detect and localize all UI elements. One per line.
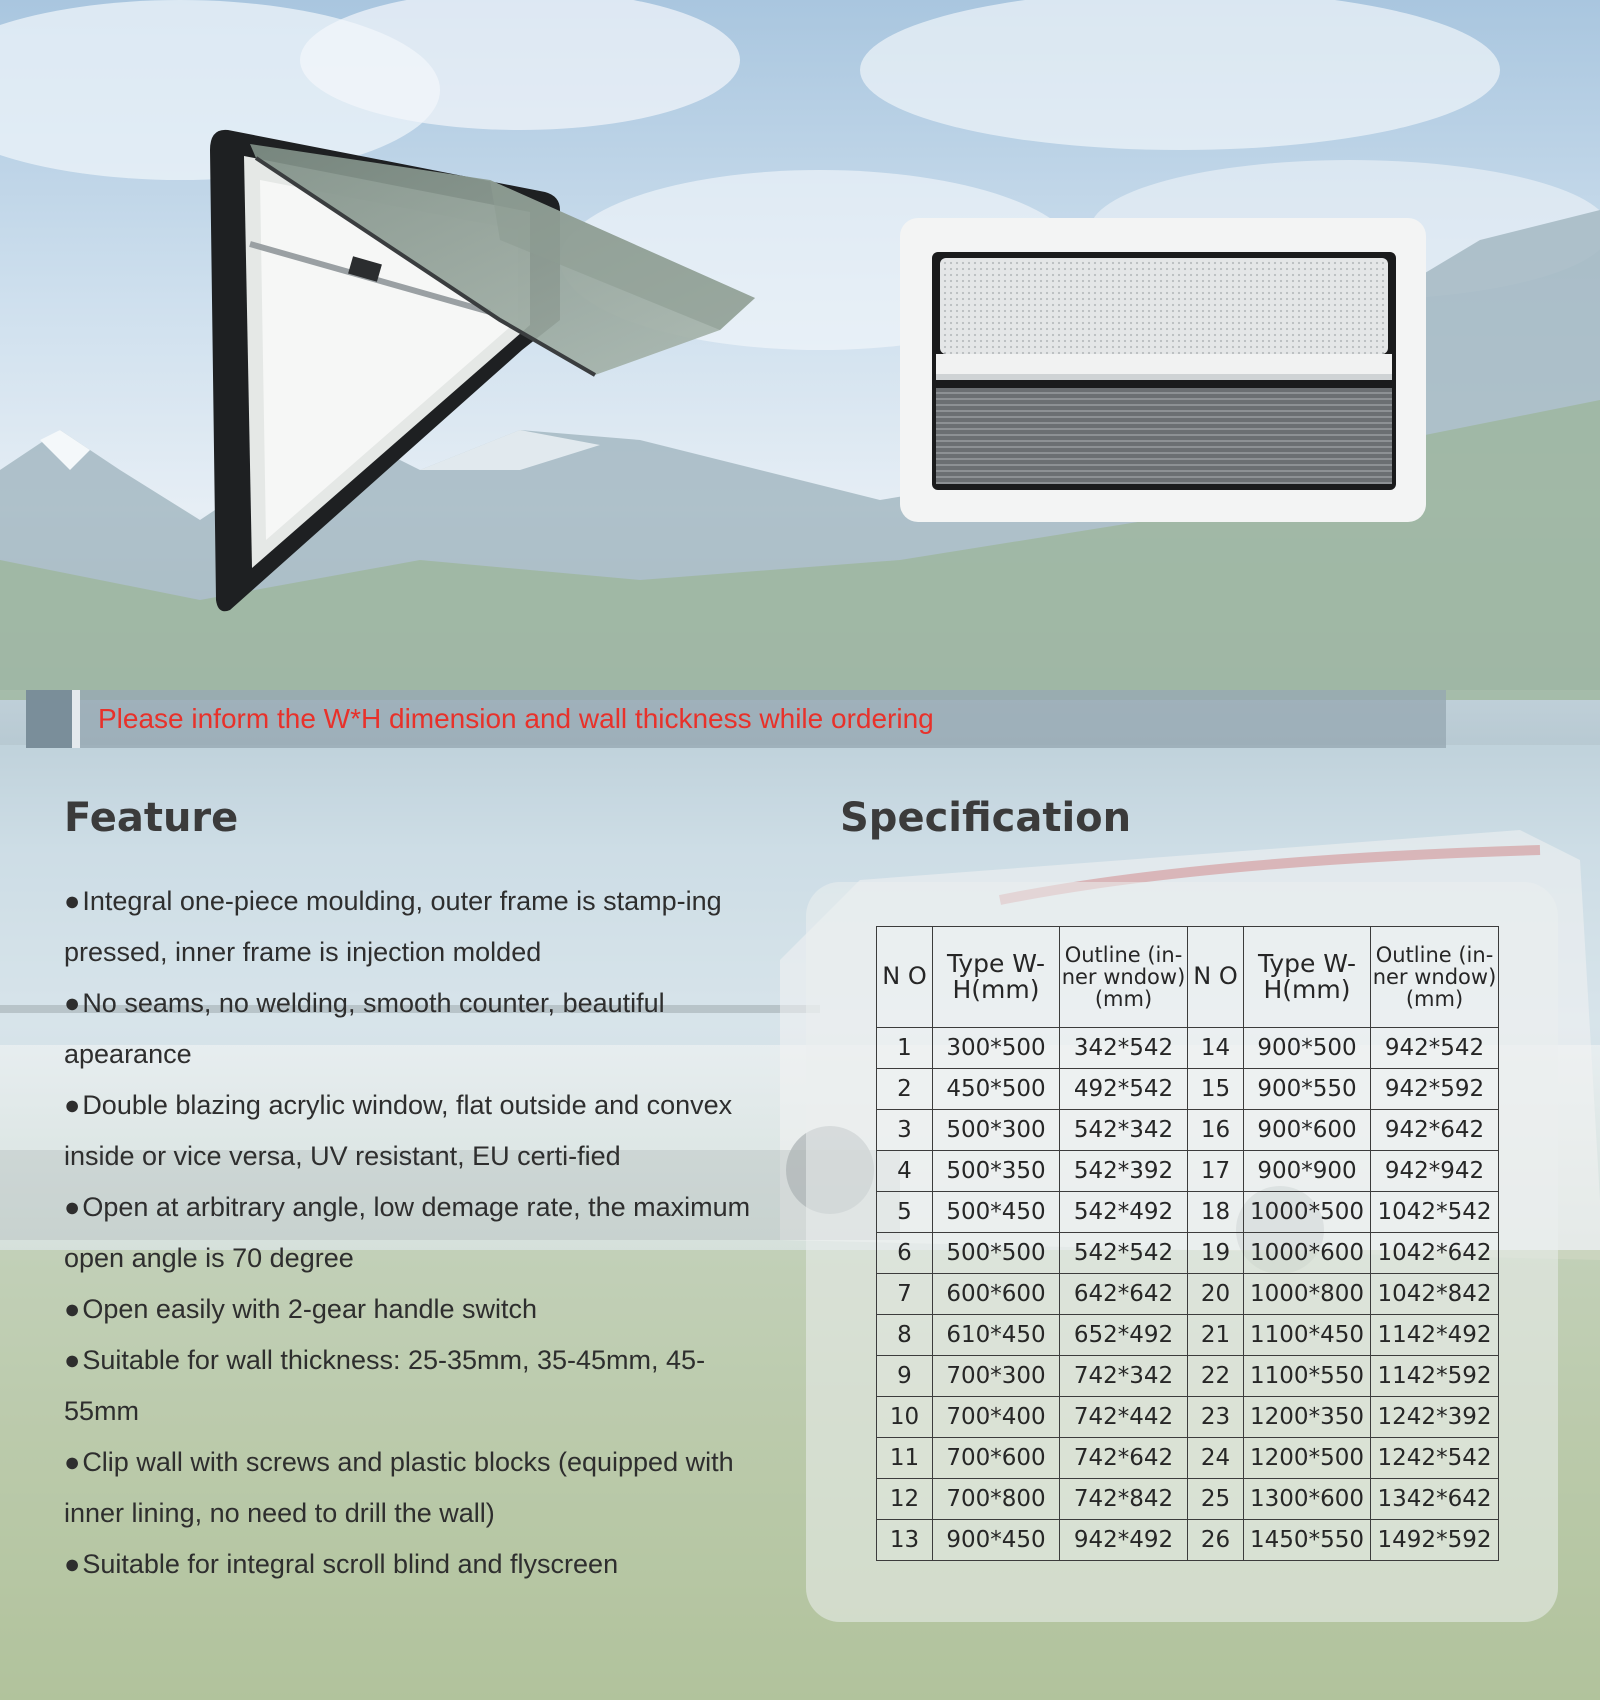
table-cell: 20	[1188, 1274, 1244, 1315]
table-cell: 450*500	[933, 1069, 1060, 1110]
table-cell: 13	[877, 1520, 933, 1561]
table-cell: 742*342	[1060, 1356, 1188, 1397]
header-no: N O	[877, 927, 933, 1028]
table-cell: 1200*500	[1244, 1438, 1371, 1479]
table-cell: 21	[1188, 1315, 1244, 1356]
feature-text: Integral one-piece moulding, outer frame is stamp-ing pressed, inner frame is injection molded	[64, 886, 722, 967]
table-cell: 11	[877, 1438, 933, 1479]
table-cell: 900*550	[1244, 1069, 1371, 1110]
feature-text: Open easily with 2-gear handle switch	[82, 1294, 538, 1324]
feature-item-1	[64, 876, 764, 978]
table-cell: 1342*642	[1371, 1479, 1499, 1520]
table-cell: 700*400	[933, 1397, 1060, 1438]
table-cell: 7	[877, 1274, 933, 1315]
feature-item-7	[64, 1437, 764, 1539]
table-row	[877, 1274, 1499, 1315]
specification-table	[876, 926, 1499, 1561]
notice-divider	[72, 690, 80, 748]
table-cell: 900*900	[1244, 1151, 1371, 1192]
bullet-icon: ●	[64, 1549, 81, 1579]
table-cell: 14	[1188, 1028, 1244, 1069]
table-cell: 900*450	[933, 1520, 1060, 1561]
table-cell: 700*300	[933, 1356, 1060, 1397]
table-cell: 742*442	[1060, 1397, 1188, 1438]
feature-item-8	[64, 1539, 764, 1590]
header-outline: Outline (in-ner wndow) (mm)	[1371, 927, 1499, 1028]
table-cell: 5	[877, 1192, 933, 1233]
table-cell: 12	[877, 1479, 933, 1520]
bullet-icon: ●	[64, 886, 81, 916]
table-row	[877, 1397, 1499, 1438]
feature-item-2	[64, 978, 764, 1080]
table-cell: 500*350	[933, 1151, 1060, 1192]
table-cell: 1042*842	[1371, 1274, 1499, 1315]
table-cell: 1200*350	[1244, 1397, 1371, 1438]
feature-item-6	[64, 1335, 764, 1437]
feature-list	[64, 876, 764, 1590]
order-notice-text: Please inform the W*H dimension and wall thickness while ordering	[98, 703, 934, 734]
table-cell: 542*542	[1060, 1233, 1188, 1274]
bullet-icon: ●	[64, 1447, 81, 1477]
table-row	[877, 1438, 1499, 1479]
table-row	[877, 1479, 1499, 1520]
table-cell: 942*592	[1371, 1069, 1499, 1110]
table-cell: 942*642	[1371, 1110, 1499, 1151]
table-cell: 700*800	[933, 1479, 1060, 1520]
table-cell: 1142*492	[1371, 1315, 1499, 1356]
table-cell: 18	[1188, 1192, 1244, 1233]
order-notice-banner	[26, 690, 1446, 748]
table-cell: 1042*642	[1371, 1233, 1499, 1274]
table-cell: 25	[1188, 1479, 1244, 1520]
table-cell: 16	[1188, 1110, 1244, 1151]
table-cell: 542*342	[1060, 1110, 1188, 1151]
table-cell: 492*542	[1060, 1069, 1188, 1110]
table-cell: 652*492	[1060, 1315, 1188, 1356]
table-cell: 500*300	[933, 1110, 1060, 1151]
table-cell: 1042*542	[1371, 1192, 1499, 1233]
table-cell: 942*492	[1060, 1520, 1188, 1561]
table-row	[877, 1356, 1499, 1397]
feature-heading: Feature	[64, 795, 239, 841]
table-cell: 10	[877, 1397, 933, 1438]
table-row	[877, 1151, 1499, 1192]
table-cell: 9	[877, 1356, 933, 1397]
blind-window-product-image	[900, 218, 1426, 522]
opened-window-product-image	[200, 120, 760, 620]
table-cell: 8	[877, 1315, 933, 1356]
table-cell: 942*542	[1371, 1028, 1499, 1069]
table-row	[877, 1110, 1499, 1151]
table-cell: 500*450	[933, 1192, 1060, 1233]
table-cell: 300*500	[933, 1028, 1060, 1069]
table-cell: 22	[1188, 1356, 1244, 1397]
feature-text: Open at arbitrary angle, low demage rate, the maximum open angle is 70 degree	[64, 1192, 751, 1273]
feature-text: Suitable for integral scroll blind and flyscreen	[82, 1549, 619, 1579]
table-cell: 3	[877, 1110, 933, 1151]
table-cell: 6	[877, 1233, 933, 1274]
table-cell: 26	[1188, 1520, 1244, 1561]
table-row	[877, 1315, 1499, 1356]
table-cell: 610*450	[933, 1315, 1060, 1356]
table-cell: 1242*542	[1371, 1438, 1499, 1479]
table-cell: 1142*592	[1371, 1356, 1499, 1397]
bullet-icon: ●	[64, 1345, 81, 1375]
table-cell: 542*392	[1060, 1151, 1188, 1192]
feature-text: Suitable for wall thickness: 25-35mm, 35-45mm, 45-55mm	[64, 1345, 706, 1426]
table-row	[877, 1192, 1499, 1233]
table-cell: 1100*550	[1244, 1356, 1371, 1397]
table-cell: 1492*592	[1371, 1520, 1499, 1561]
table-cell: 23	[1188, 1397, 1244, 1438]
table-cell: 4	[877, 1151, 933, 1192]
table-cell: 1100*450	[1244, 1315, 1371, 1356]
table-header-row	[877, 927, 1499, 1028]
header-type: Type W-H(mm)	[933, 927, 1060, 1028]
table-cell: 1000*800	[1244, 1274, 1371, 1315]
table-cell: 600*600	[933, 1274, 1060, 1315]
table-cell: 19	[1188, 1233, 1244, 1274]
table-cell: 24	[1188, 1438, 1244, 1479]
table-row	[877, 1028, 1499, 1069]
header-outline: Outline (in-ner wndow) (mm)	[1060, 927, 1188, 1028]
table-cell: 742*642	[1060, 1438, 1188, 1479]
table-cell: 700*600	[933, 1438, 1060, 1479]
table-cell: 2	[877, 1069, 933, 1110]
feature-item-5	[64, 1284, 764, 1335]
table-cell: 1000*500	[1244, 1192, 1371, 1233]
feature-text: Double blazing acrylic window, flat outside and convex inside or vice versa, UV resistant, EU certi-fied	[64, 1090, 733, 1171]
bullet-icon: ●	[64, 1090, 81, 1120]
table-row	[877, 1233, 1499, 1274]
table-cell: 1	[877, 1028, 933, 1069]
table-cell: 542*492	[1060, 1192, 1188, 1233]
bullet-icon: ●	[64, 1192, 81, 1222]
table-row	[877, 1069, 1499, 1110]
feature-item-4	[64, 1182, 764, 1284]
table-cell: 642*642	[1060, 1274, 1188, 1315]
bullet-icon: ●	[64, 988, 81, 1018]
table-cell: 900*600	[1244, 1110, 1371, 1151]
feature-item-3	[64, 1080, 764, 1182]
feature-text: Clip wall with screws and plastic blocks (equipped with inner lining, no need to drill the wall)	[64, 1447, 734, 1528]
table-cell: 900*500	[1244, 1028, 1371, 1069]
table-cell: 15	[1188, 1069, 1244, 1110]
table-cell: 1450*550	[1244, 1520, 1371, 1561]
table-row	[877, 1520, 1499, 1561]
table-cell: 742*842	[1060, 1479, 1188, 1520]
specification-table-body	[877, 1028, 1499, 1561]
specification-heading: Specification	[840, 795, 1132, 841]
table-cell: 942*942	[1371, 1151, 1499, 1192]
header-no: N O	[1188, 927, 1244, 1028]
table-cell: 342*542	[1060, 1028, 1188, 1069]
table-cell: 1242*392	[1371, 1397, 1499, 1438]
table-cell: 1000*600	[1244, 1233, 1371, 1274]
table-cell: 17	[1188, 1151, 1244, 1192]
table-cell: 1300*600	[1244, 1479, 1371, 1520]
header-type: Type W-H(mm)	[1244, 927, 1371, 1028]
feature-text: No seams, no welding, smooth counter, beautiful apearance	[64, 988, 665, 1069]
bullet-icon: ●	[64, 1294, 81, 1324]
table-cell: 500*500	[933, 1233, 1060, 1274]
notice-accent-block	[26, 690, 72, 748]
